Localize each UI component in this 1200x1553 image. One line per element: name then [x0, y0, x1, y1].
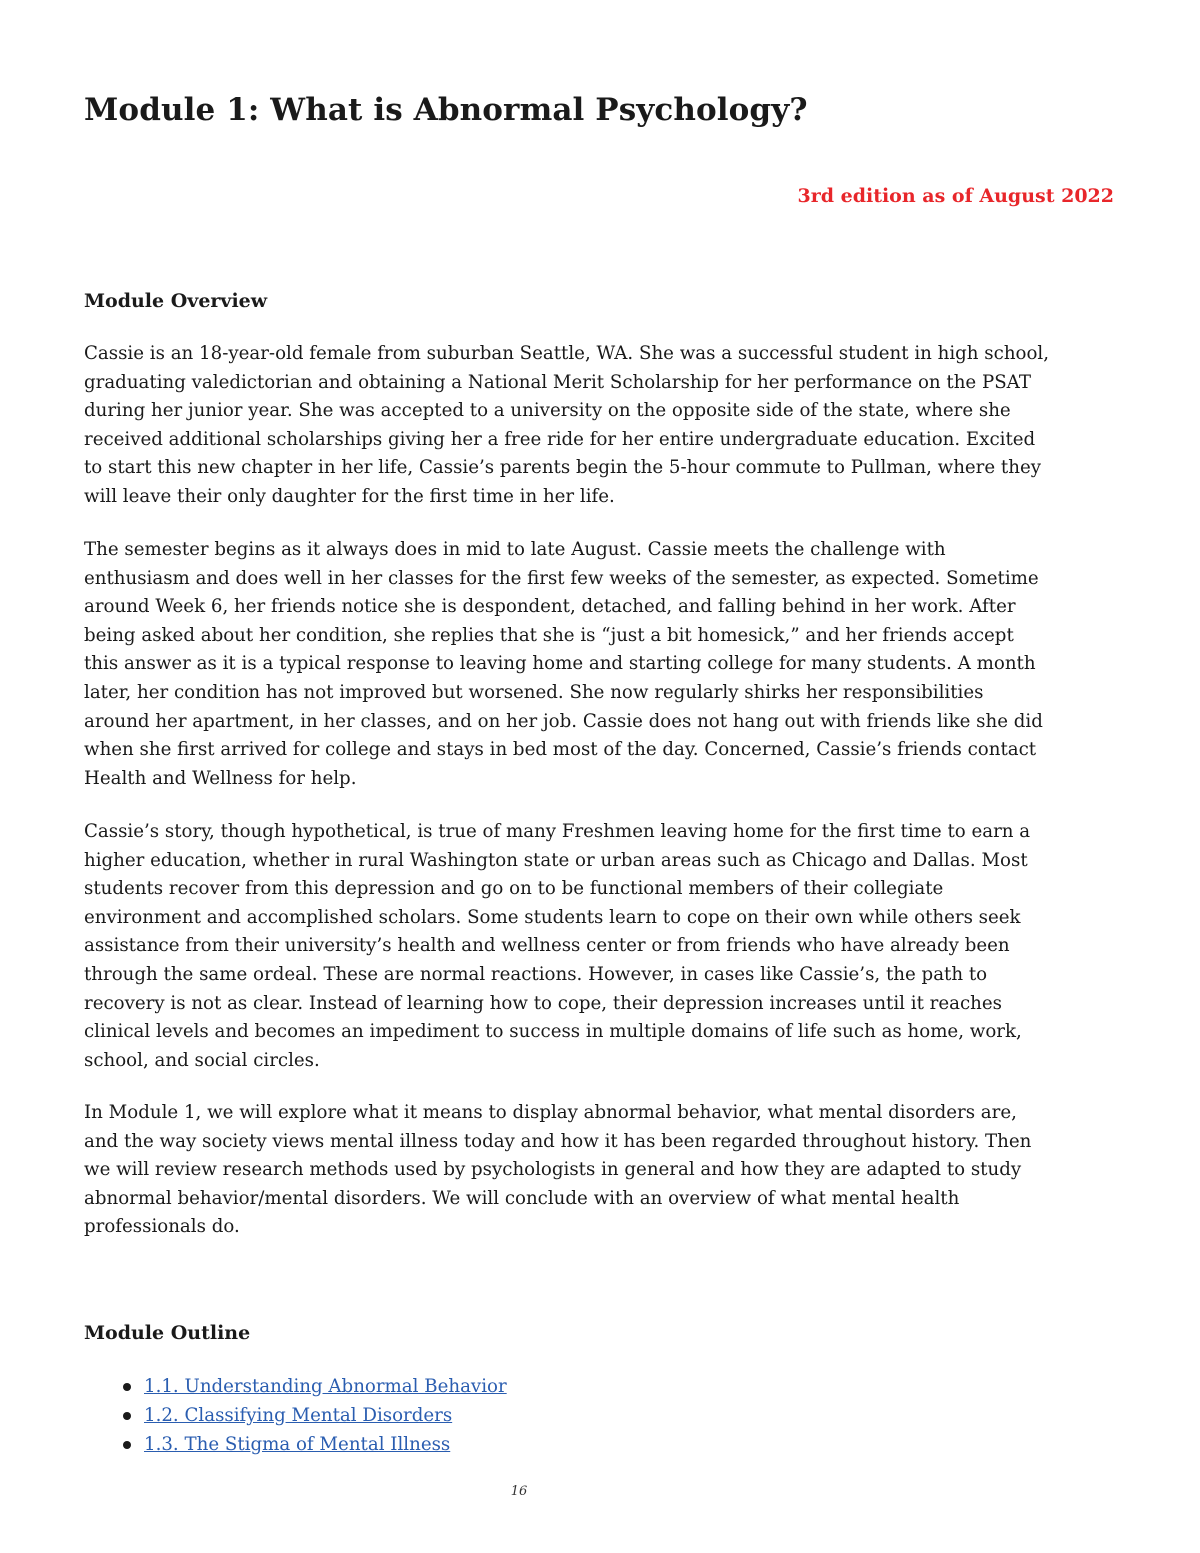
text-line: Cassie is an 18-year-old female from suburban Seattle, WA. She was a successful student in high school,	[84, 343, 1050, 364]
text-line: environment and accomplished scholars. Some students learn to cope on their own while others seek	[84, 906, 1021, 928]
text-line: around Week 6, her friends notice she is despondent, detached, and falling behind in her work. After	[84, 596, 1016, 618]
bullet-icon	[123, 1412, 131, 1420]
text-line: abnormal behavior/mental disorders. We will conclude with an overview of what mental health	[84, 1187, 960, 1209]
outline-item	[84, 1430, 507, 1459]
outline-item	[84, 1372, 507, 1401]
text-line: being asked about her condition, she replies that she is “just a bit homesick,” and her friends accept	[84, 624, 1014, 646]
module-outline-heading: Module Outline	[84, 1322, 251, 1344]
text-line: In Module 1, we will explore what it means to display abnormal behavior, what mental disorders are,	[84, 1102, 1017, 1123]
text-line: professionals do.	[84, 1216, 240, 1238]
text-line: will leave their only daughter for the first time in her life.	[84, 485, 615, 507]
text-line: graduating valedictorian and obtaining a National Merit Scholarship for her performance on the PSAT	[84, 371, 1031, 393]
text-line: when she first arrived for college and stays in bed most of the day. Concerned, Cassie’s friends contact	[84, 739, 1037, 761]
outline-link-1-1[interactable]: 1.1. Understanding Abnormal Behavior	[144, 1376, 507, 1397]
text-line: during her junior year. She was accepted to a university on the opposite side of the state, where she	[84, 400, 1011, 422]
text-line: received additional scholarships giving her a free ride for her entire undergraduate education. Excited	[84, 428, 1036, 450]
module-overview-heading: Module Overview	[84, 290, 268, 312]
page-title: Module 1: What is Abnormal Psychology?	[84, 92, 808, 128]
outline-link-1-2[interactable]: 1.2. Classifying Mental Disorders	[144, 1405, 453, 1426]
overview-paragraph-3	[84, 818, 1124, 1075]
text-line: through the same ordeal. These are normal reactions. However, in cases like Cassie’s, the path to	[84, 963, 988, 985]
text-line: we will review research methods used by psychologists in general and how they are adapted to study	[84, 1159, 1022, 1181]
page-number: 16	[510, 1484, 528, 1499]
overview-paragraph-4	[84, 1099, 1124, 1242]
text-line: school, and social circles.	[84, 1049, 320, 1071]
text-line: Health and Wellness for help.	[84, 767, 357, 789]
document-page	[84, 0, 1124, 1553]
text-line: to start this new chapter in her life, Cassie’s parents begin the 5-hour commute to Pullman, where they	[84, 457, 1041, 479]
module-outline-list	[84, 1372, 507, 1459]
text-line: The semester begins as it always does in mid to late August. Cassie meets the challenge with	[84, 539, 946, 560]
text-line: Cassie’s story, though hypothetical, is true of many Freshmen leaving home for the first time to earn a	[84, 821, 1031, 842]
text-line: clinical levels and becomes an impediment to success in multiple domains of life such as home, work,	[84, 1021, 1022, 1043]
bullet-icon	[123, 1383, 131, 1391]
bullet-icon	[123, 1441, 131, 1449]
edition-note: 3rd edition as of August 2022	[797, 185, 1114, 207]
outline-item	[84, 1401, 507, 1430]
text-line: assistance from their university’s health and wellness center or from friends who have already been	[84, 935, 1010, 957]
outline-link-1-3[interactable]: 1.3. The Stigma of Mental Illness	[144, 1434, 451, 1455]
text-line: higher education, whether in rural Washington state or urban areas such as Chicago and Dallas. Most	[84, 849, 1028, 871]
overview-paragraph-1	[84, 340, 1124, 512]
text-line: recovery is not as clear. Instead of learning how to cope, their depression increases until it reaches	[84, 992, 1002, 1014]
text-line: later, her condition has not improved but worsened. She now regularly shirks her responsibilities	[84, 681, 984, 703]
text-line: students recover from this depression and go on to be functional members of their collegiate	[84, 878, 944, 900]
overview-paragraph-2	[84, 536, 1124, 793]
text-line: and the way society views mental illness today and how it has been regarded throughout history. Then	[84, 1130, 1032, 1152]
text-line: this answer as it is a typical response to leaving home and starting college for many students. A month	[84, 653, 1036, 675]
text-line: around her apartment, in her classes, and on her job. Cassie does not hang out with friends like she did	[84, 710, 1043, 732]
text-line: enthusiasm and does well in her classes for the first few weeks of the semester, as expected. Sometime	[84, 567, 1039, 589]
